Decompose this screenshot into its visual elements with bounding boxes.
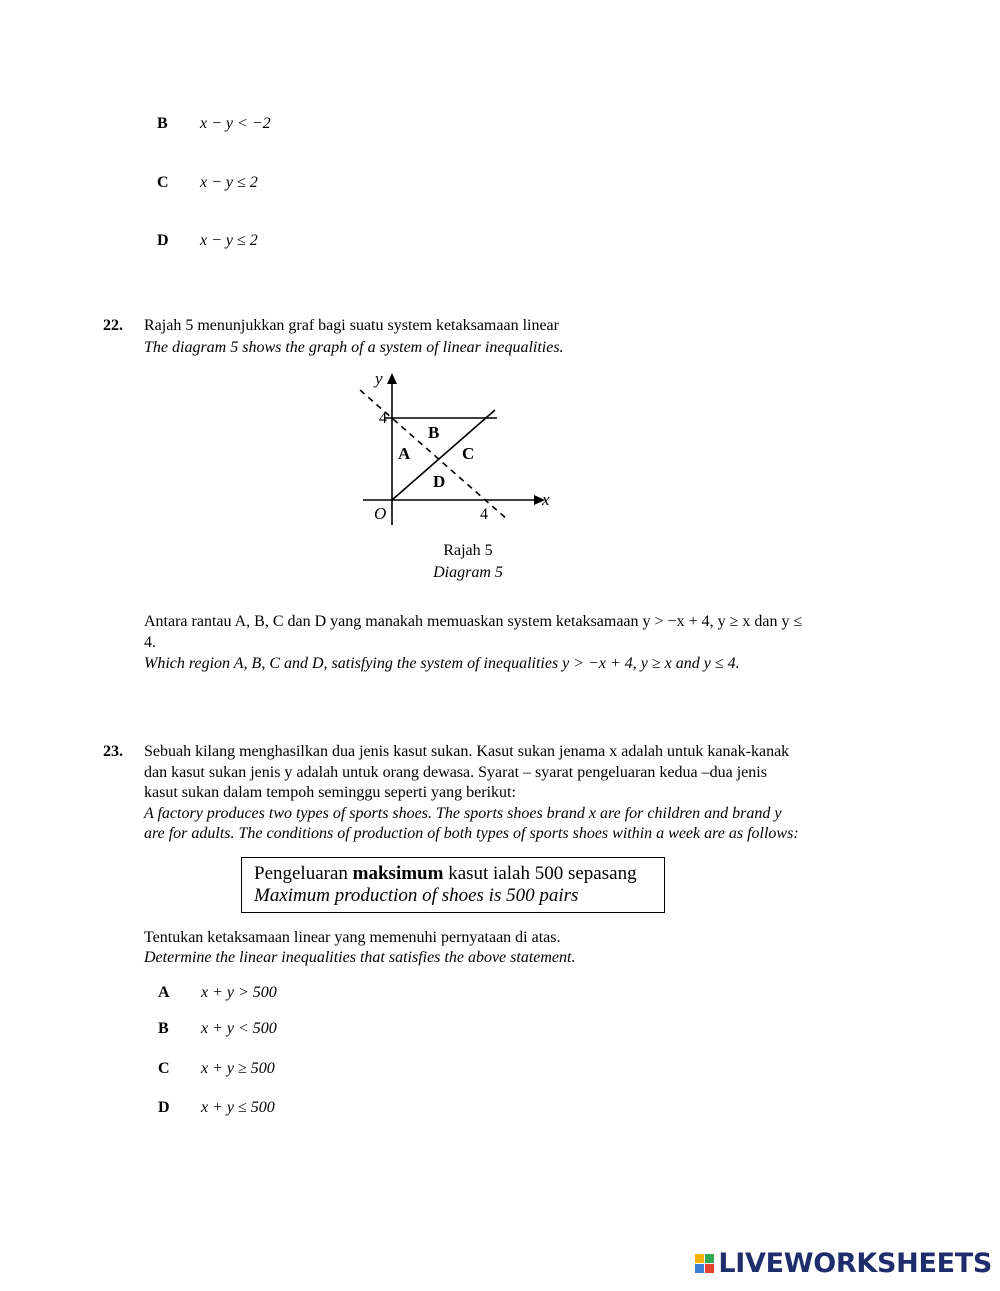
diagram-caption-ms: Rajah 5 (443, 542, 493, 559)
question-23-instruction-en: Determine the linear inequalities that satisfies the above statement. (144, 949, 576, 966)
option-b[interactable]: B (158, 1020, 169, 1037)
axis-x-label: x (542, 490, 550, 509)
prev-option-d[interactable]: D (157, 232, 169, 249)
question-23-instruction-ms: Tentukan ketaksamaan linear yang memenuhi pernyataan di atas. (144, 929, 561, 946)
option-d[interactable]: D (158, 1099, 170, 1116)
condition-en: Maximum production of shoes is 500 pairs (254, 885, 579, 906)
prev-option-b[interactable]: B (157, 115, 168, 132)
question-22-prompt-ms: Antara rantau A, B, C dan D yang manakah memuaskan system ketaksamaan y > −x + 4, y ≥ x dan y ≤ (144, 613, 803, 630)
region-c-label: C (462, 444, 475, 463)
question-23-en-line-2: are for adults. The conditions of production of both types of sports shoes within a week are as follows: (144, 825, 799, 842)
logo-text: LIVEWORKSHEETS (718, 1248, 992, 1279)
prev-option-d-text: x − y ≤ 2 (200, 232, 258, 249)
option-c[interactable]: C (158, 1060, 170, 1077)
question-22-text-ms: Rajah 5 menunjukkan graf bagi suatu system ketaksamaan linear (144, 317, 559, 334)
diagram-5 (355, 365, 565, 530)
question-23-en-line-1: A factory produces two types of sports shoes. The sports shoes brand x are for children and brand y (144, 805, 782, 822)
y-axis-arrow (387, 373, 397, 384)
liveworksheets-logo[interactable] (695, 1248, 992, 1279)
option-c-text: x + y ≥ 500 (201, 1060, 275, 1077)
tick-x-4: 4 (480, 506, 488, 523)
prev-option-b-text: x − y < −2 (200, 115, 271, 132)
region-a-label: A (398, 444, 411, 463)
option-a-text: x + y > 500 (201, 984, 277, 1001)
question-22-number: 22. (103, 317, 123, 334)
region-d-label: D (433, 472, 446, 491)
condition-box (241, 857, 665, 913)
question-23-number: 23. (103, 743, 123, 760)
origin-label: O (374, 504, 387, 523)
region-b-label: B (428, 423, 440, 442)
question-23-ms-line-2: dan kasut sukan jenis y adalah untuk orang dewasa. Syarat – syarat pengeluaran kedua –dua jenis (144, 764, 767, 781)
option-a[interactable]: A (158, 984, 170, 1001)
option-d-text: x + y ≤ 500 (201, 1099, 275, 1116)
option-b-text: x + y < 500 (201, 1020, 277, 1037)
question-22-text-en: The diagram 5 shows the graph of a system of linear inequalities. (144, 339, 564, 356)
question-22-prompt-en: Which region A, B, C and D, satisfying the system of inequalities y > −x + 4, y ≥ x and y ≤ 4. (144, 655, 740, 672)
condition-ms: Pengeluaran maksimum kasut ialah 500 sepasang (254, 863, 637, 884)
axis-y-label: y (375, 369, 383, 388)
question-23-ms-line-1: Sebuah kilang menghasilkan dua jenis kasut sukan. Kasut sukan jenama x adalah untuk kanak-kanak (144, 743, 790, 760)
prev-option-c[interactable]: C (157, 174, 169, 191)
prev-option-c-text: x − y ≤ 2 (200, 174, 258, 191)
tick-y-4: 4 (379, 410, 387, 427)
question-23-ms-line-3: kasut sukan dalam tempoh seminggu seperti yang berikut: (144, 784, 516, 801)
logo-tiles-icon (695, 1254, 714, 1273)
diagram-caption-en: Diagram 5 (433, 564, 503, 581)
question-22-prompt-ms-cont: 4. (144, 634, 156, 651)
